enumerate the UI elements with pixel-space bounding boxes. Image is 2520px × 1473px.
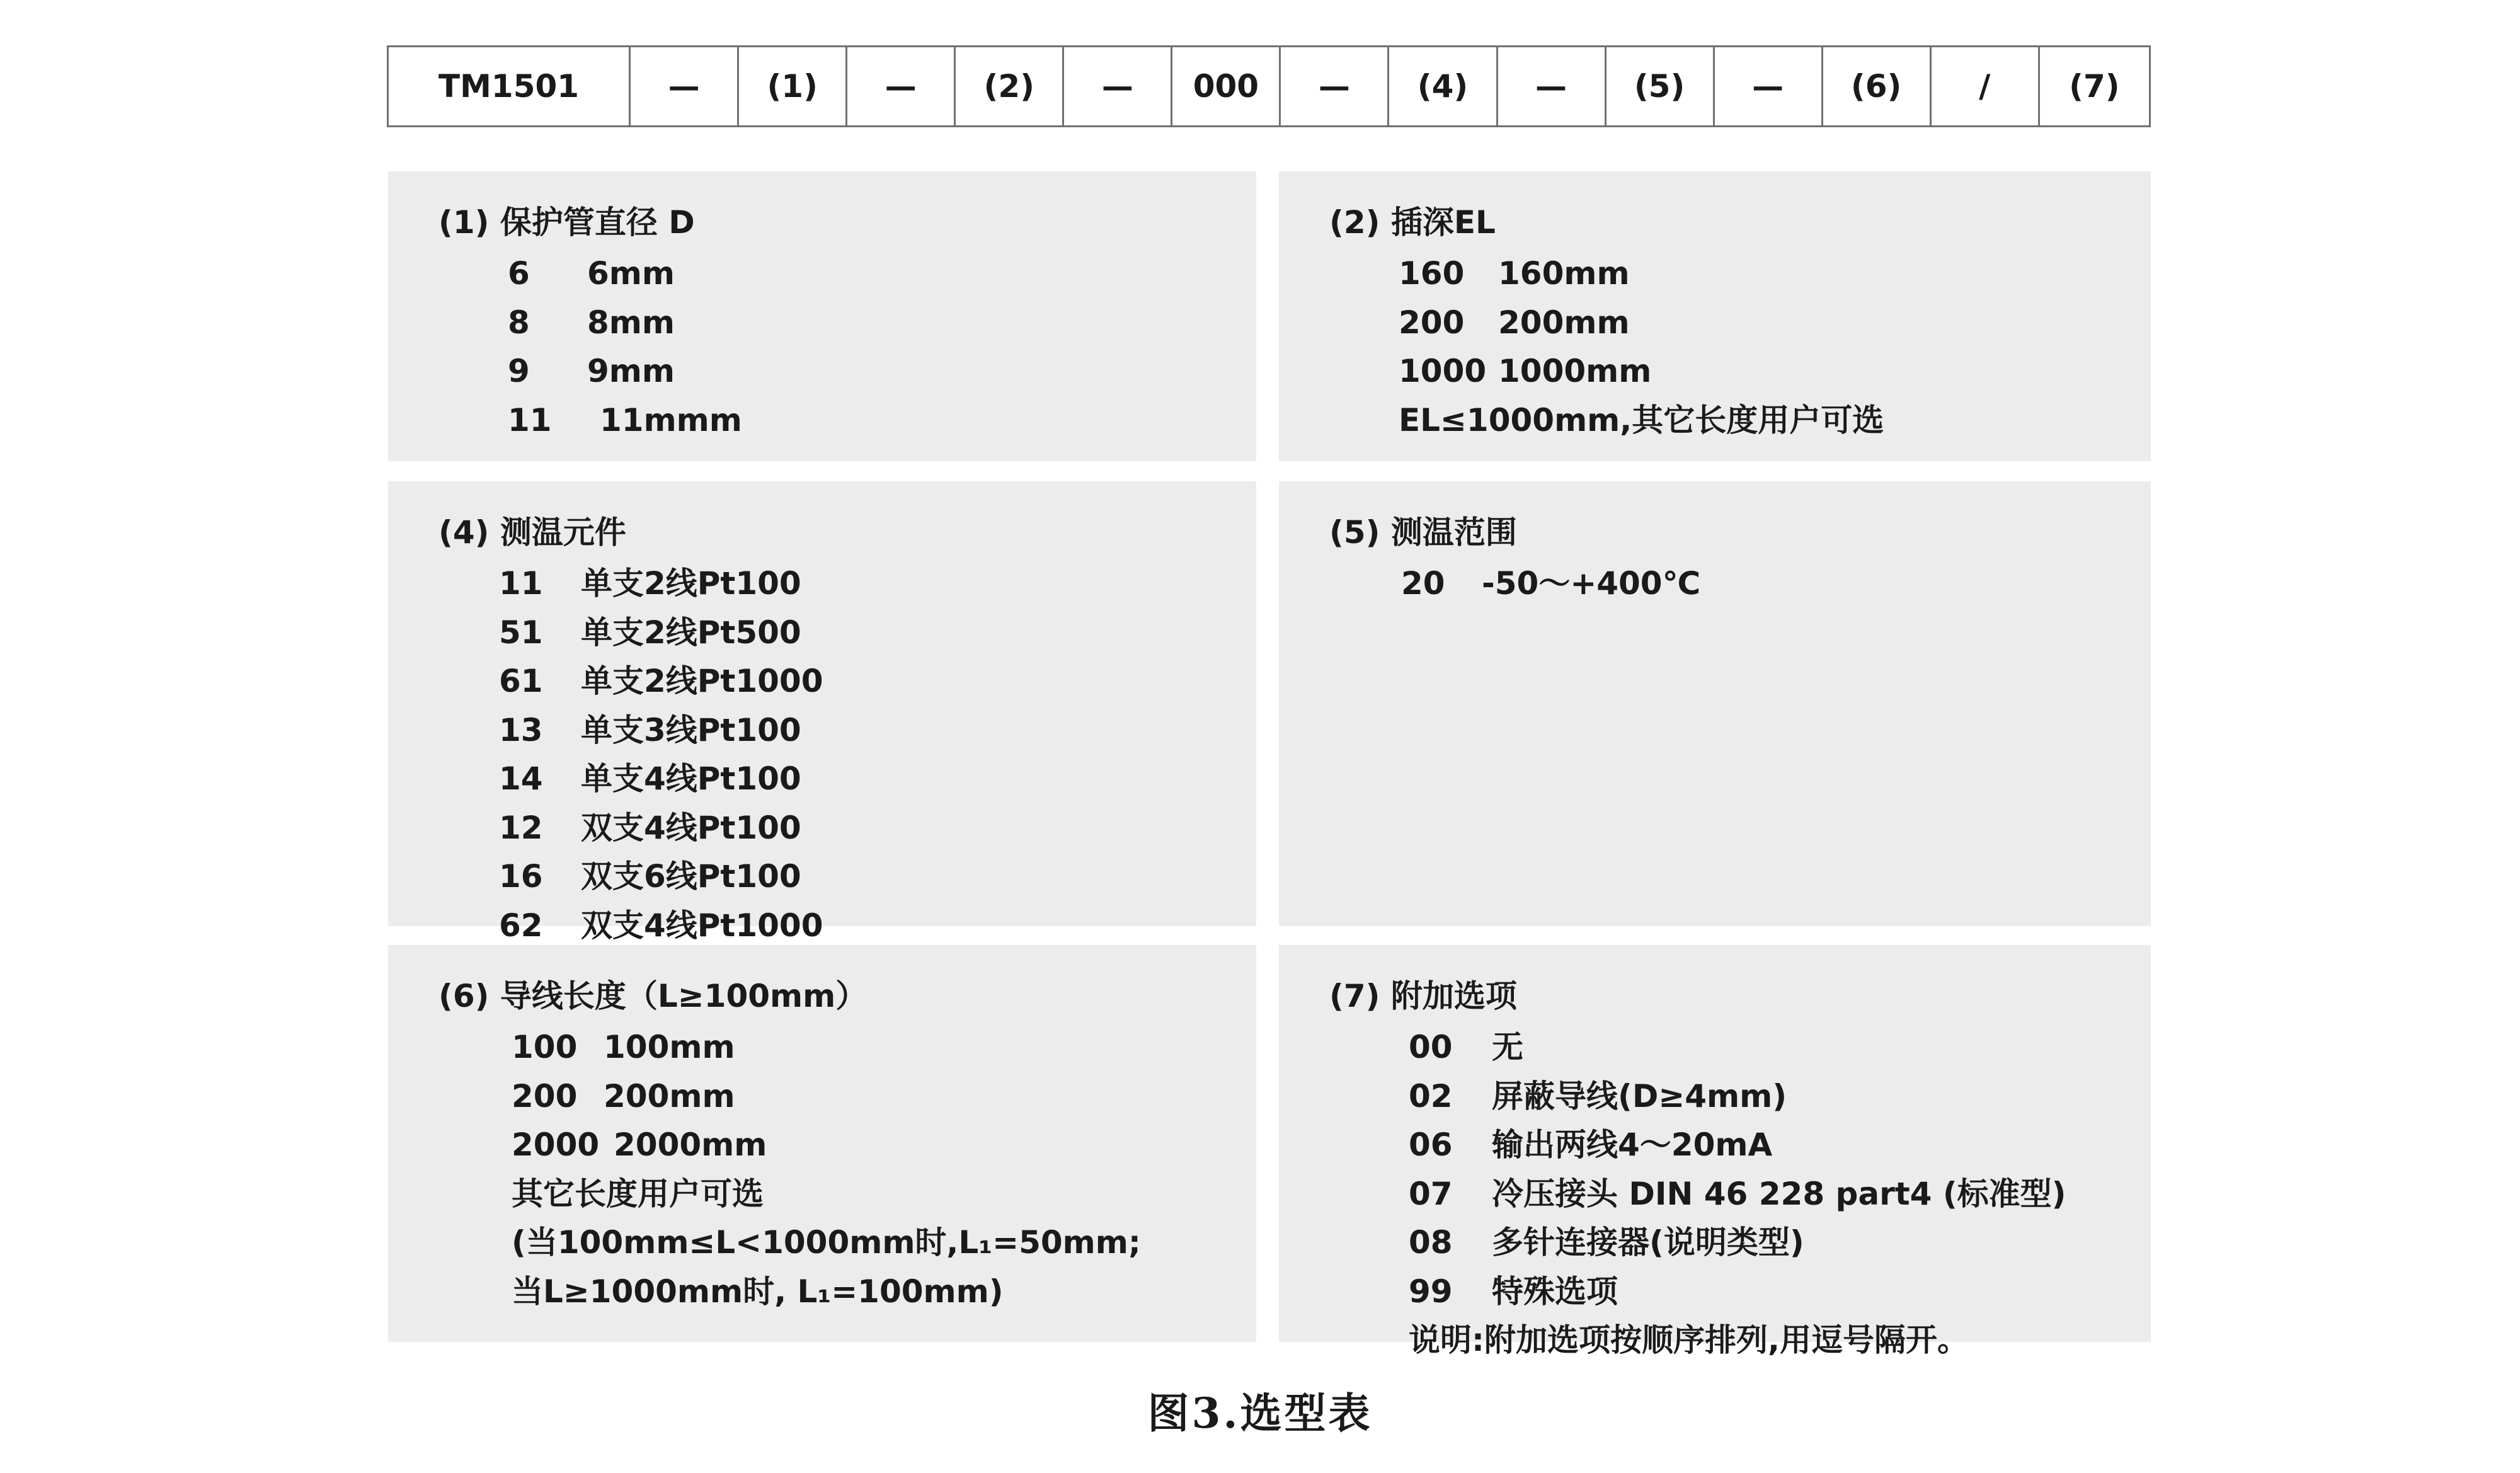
option-row: [1399, 249, 2151, 299]
option-desc: 冷压接头 DIN 46 228 part4 (标准型): [1492, 1175, 2066, 1212]
option-desc: 输出两线4～20mA: [1492, 1126, 1773, 1163]
option-code: 06: [1409, 1126, 1453, 1163]
option-code: 100: [512, 1029, 578, 1065]
option-list: [1409, 1023, 2151, 1365]
option-desc: 单支2线Pt100: [581, 565, 801, 602]
option-desc: 双支4线Pt1000: [581, 907, 823, 944]
option-desc: 9mm: [587, 353, 675, 389]
code-cell-option-2: (2): [955, 47, 1063, 127]
option-row: [1409, 1023, 2151, 1072]
option-code: 2000: [512, 1126, 600, 1163]
option-code: 61: [499, 663, 543, 699]
option-row: [512, 1023, 1256, 1072]
panel-insertion-depth: [1279, 171, 2151, 461]
option-row: [512, 1121, 1256, 1170]
option-code: 8: [508, 304, 530, 341]
option-desc: 双支6线Pt100: [581, 858, 801, 895]
code-cell-option-4: (4): [1389, 47, 1497, 127]
option-row: [1409, 1072, 2151, 1121]
option-note: 说明:附加选项按顺序排列,用逗号隔开。: [1409, 1322, 1969, 1358]
code-cell-separator: —: [1280, 47, 1389, 127]
option-desc: 11mmm: [600, 401, 742, 438]
option-row: [1409, 1268, 2151, 1317]
model-code-row: [388, 47, 2150, 127]
option-desc: 单支4线Pt100: [581, 760, 801, 797]
option-row: [499, 657, 1256, 706]
option-list: [1401, 559, 2151, 609]
code-cell-separator: —: [1714, 47, 1822, 127]
panel-title: (4) 测温元件: [438, 514, 626, 551]
panel-title: (6) 导线长度（L≥100mm）: [438, 978, 868, 1014]
code-cell-model: TM1501: [388, 47, 630, 127]
code-cell-option-1: (1): [738, 47, 847, 127]
option-desc: 单支2线Pt500: [581, 614, 801, 651]
option-list: [512, 1023, 1256, 1316]
option-desc: 200mm: [1498, 304, 1630, 341]
option-code: 200: [512, 1077, 578, 1115]
option-desc: 160mm: [1498, 255, 1630, 292]
option-list: [499, 559, 1256, 950]
option-row: [499, 559, 1256, 609]
option-desc: 1000mm: [1498, 353, 1652, 389]
option-row: [508, 249, 1256, 299]
figure-caption: 图3.选型表: [1147, 1389, 1373, 1438]
code-cell-separator: —: [1497, 47, 1605, 127]
option-code: 20: [1401, 565, 1445, 602]
option-code: 08: [1409, 1224, 1453, 1261]
option-code: 1000: [1399, 353, 1487, 389]
code-cell-separator: —: [1063, 47, 1172, 127]
option-desc: 200mm: [604, 1077, 735, 1115]
option-note: 其它长度用户可选: [512, 1175, 764, 1212]
option-code: 51: [499, 614, 543, 651]
option-code: 12: [499, 809, 543, 846]
option-desc: 单支2线Pt1000: [581, 663, 823, 699]
option-row: [1399, 347, 2151, 396]
code-cell-separator: —: [847, 47, 955, 127]
option-code: 02: [1409, 1077, 1453, 1115]
option-note: EL≤1000mm,其它长度用户可选: [1399, 401, 1884, 438]
option-code: 11: [508, 401, 552, 438]
option-note: 当L≥1000mm时, L₁=100mm): [512, 1273, 1004, 1310]
option-desc: 6mm: [587, 255, 675, 292]
option-desc: 特殊选项: [1492, 1273, 1618, 1310]
option-row: [499, 902, 1256, 951]
option-row: [499, 706, 1256, 755]
option-code: 00: [1409, 1029, 1453, 1065]
option-code: 160: [1399, 255, 1465, 292]
option-row: [1409, 1218, 2151, 1268]
option-code: 11: [499, 565, 543, 602]
option-code: 62: [499, 907, 543, 944]
option-desc: 多针连接器(说明类型): [1492, 1224, 1804, 1261]
option-desc: -50～+400℃: [1482, 565, 1701, 602]
option-list: [1399, 249, 2151, 445]
option-row: [1401, 559, 2151, 609]
option-code: 16: [499, 858, 543, 895]
option-desc: 2000mm: [614, 1126, 767, 1163]
code-cell-option-5: (5): [1605, 47, 1714, 127]
option-row: [1409, 1170, 2151, 1219]
option-row: [508, 396, 1256, 445]
option-row: [1409, 1121, 2151, 1170]
option-list: [508, 249, 1256, 445]
panel-sensing-element: [388, 481, 1256, 944]
panel-lead-length: [388, 945, 1256, 1342]
code-cell-separator: —: [630, 47, 738, 127]
option-desc: 屏蔽导线(D≥4mm): [1492, 1077, 1787, 1115]
code-cell-slash: /: [1930, 47, 2039, 127]
option-row: [512, 1072, 1256, 1121]
option-row: [1399, 299, 2151, 348]
option-row: [499, 852, 1256, 902]
option-code: 07: [1409, 1175, 1453, 1212]
model-code-table: [387, 45, 2151, 127]
option-row: [499, 804, 1256, 853]
code-cell-option-6: (6): [1822, 47, 1930, 127]
option-code: 13: [499, 711, 543, 748]
panel-title: (7) 附加选项: [1329, 978, 1517, 1014]
option-code: 6: [508, 255, 530, 292]
option-row: [499, 609, 1256, 658]
option-desc: 双支4线Pt100: [581, 809, 801, 846]
panel-title: (2) 插深EL: [1329, 204, 1496, 241]
option-desc: 单支3线Pt100: [581, 711, 801, 748]
option-desc: 100mm: [604, 1029, 735, 1065]
option-desc: 无: [1492, 1029, 1523, 1065]
code-cell-option-7: (7): [2039, 47, 2150, 127]
panel-protection-tube-diameter: [388, 171, 1256, 461]
option-row: [499, 755, 1256, 804]
option-note: (当100mm≤L<1000mm时,L₁=50mm;: [512, 1224, 1141, 1261]
panel-additional-options: [1279, 945, 2151, 1358]
panel-temperature-range: [1279, 481, 2151, 926]
panel-title: (5) 测温范围: [1329, 514, 1517, 551]
option-code: 99: [1409, 1273, 1453, 1310]
panel-title: (1) 保护管直径 D: [438, 204, 695, 241]
option-code: 9: [508, 353, 530, 389]
code-cell-fixed: 000: [1172, 47, 1280, 127]
option-desc: 8mm: [587, 304, 675, 341]
option-row: [508, 347, 1256, 396]
option-code: 200: [1399, 304, 1465, 341]
option-row: [508, 299, 1256, 348]
option-code: 14: [499, 760, 543, 797]
